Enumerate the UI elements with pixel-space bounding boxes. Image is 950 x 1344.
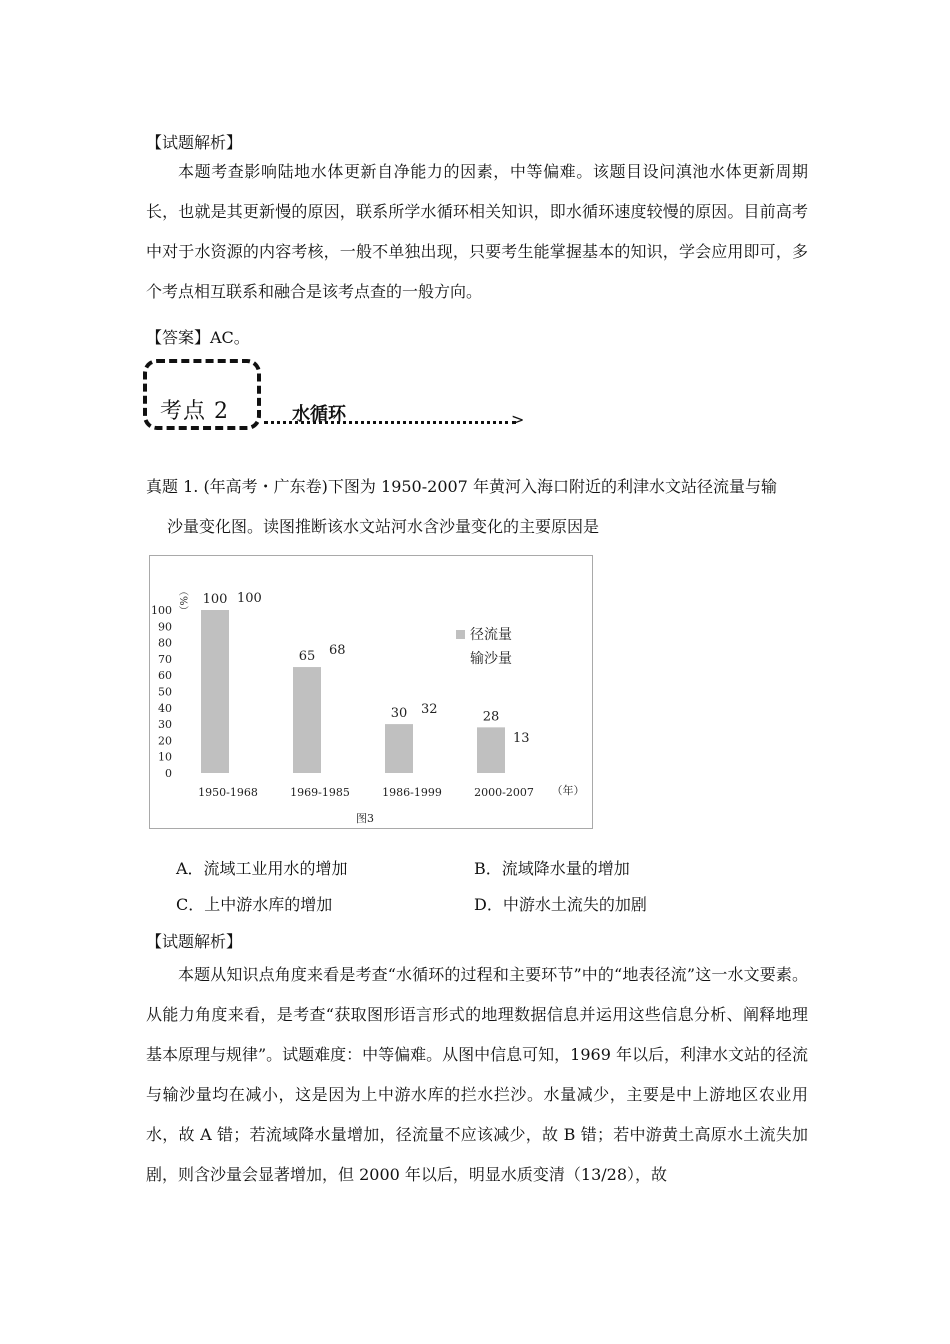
analysis-paragraph-1: 本题考查影响陆地水体更新自净能力的因素，中等偏难。该题目设问滇池水体更新周期长，也就是其更新慢的原因，联系所学水循环相关知识，即水循环速度较慢的原因。目前高考中对于水资源的内容考核，一般不单独出现，只要考生能掌握基本的知识，学会应用即可，多个考点相互联系和融合是该考点查的一般方向。 [146, 162, 808, 301]
data-label-runoff: 30 [390, 706, 408, 722]
y-tick-label: 10 [158, 750, 172, 764]
x-tick-label: 2000-2007 [474, 786, 534, 799]
bar-runoff-1950-1968 [201, 610, 229, 773]
analysis-paragraph-2: 本题从知识点角度来看是考查“水循环的过程和主要环节”中的“地表径流”这一水文要素。从能力角度来看，是考查“获取图形语言形式的地理数据信息并运用这些信息分析、阐释地理基本原理与规律”。试题难度：中等偏难。从图中信息可知，1969 年以后，利津水文站的径流与输沙量均在减小，这是因为上中游水库的拦水拦沙。水量减少，主要是中上游地区农业用水，故 A 错；若流域降水量增加，径流量不应该减少，故 B 错；若中游黄土高原水土流失加剧，则含沙量会显著增加，但 2000 年以后，明显水质变清（13/28），故 [146, 965, 808, 1184]
bar-chart [150, 556, 594, 830]
bar-runoff-1986-1999 [385, 724, 413, 773]
x-tick-label: 1950-1968 [198, 786, 258, 799]
bar-runoff-2000-2007 [477, 727, 505, 773]
analysis-heading-1: 【试题解析】 [146, 133, 243, 152]
x-tick-label: 1986-1999 [382, 786, 442, 799]
question-line-1: 真题 1. (年高考・广东卷)下图为 1950-2007 年黄河入海口附近的利津水文站径流量与输 [146, 477, 777, 496]
data-label-runoff: 100 [202, 592, 228, 607]
y-axis-unit: （%） [177, 586, 188, 616]
option-c[interactable]: C．上中游水库的增加 [176, 895, 333, 914]
data-label-sediment: 68 [329, 643, 346, 659]
y-tick-label: 80 [158, 636, 172, 650]
question-line-2: 沙量变化图。读图推断该水文站河水含沙量变化的主要原因是 [167, 517, 600, 536]
analysis-heading-2: 【试题解析】 [146, 932, 243, 951]
y-tick-label: 90 [158, 620, 172, 634]
option-a[interactable]: A．流域工业用水的增加 [176, 859, 348, 878]
y-tick-label: 40 [158, 701, 172, 715]
legend-swatch-sediment [456, 653, 465, 662]
answer-line: 【答案】AC。 [146, 328, 250, 347]
y-tick-label: 50 [158, 685, 172, 699]
topic-title: 水循环 [292, 404, 346, 425]
chart-frame [149, 555, 593, 829]
chart-caption: 图3 [356, 812, 374, 825]
y-tick-label: 0 [165, 767, 172, 780]
data-label-sediment: 13 [513, 730, 530, 746]
legend-swatch-runoff [456, 630, 465, 639]
y-tick-label: 60 [158, 669, 172, 683]
legend-label-runoff: 径流量 [470, 627, 512, 643]
data-label-sediment: 32 [421, 701, 438, 717]
arrow-right-icon: > [511, 410, 525, 429]
x-axis-unit: （年） [551, 784, 585, 797]
y-tick-label: 20 [158, 734, 172, 748]
y-tick-label: 100 [151, 604, 172, 617]
legend-label-sediment: 输沙量 [470, 651, 512, 667]
y-tick-label: 70 [158, 652, 172, 666]
bar-runoff-1969-1985 [293, 667, 321, 773]
y-tick-label: 30 [158, 718, 172, 732]
data-label-sediment: 100 [237, 591, 262, 606]
data-label-runoff: 65 [298, 649, 316, 665]
topic-label: 考点 2 [160, 399, 229, 424]
option-b[interactable]: B．流域降水量的增加 [474, 859, 630, 878]
option-d[interactable]: D．中游水土流失的加剧 [474, 895, 647, 914]
x-tick-label: 1969-1985 [290, 786, 350, 799]
data-label-runoff: 28 [482, 709, 500, 725]
topic-dotted-connector [264, 421, 516, 424]
